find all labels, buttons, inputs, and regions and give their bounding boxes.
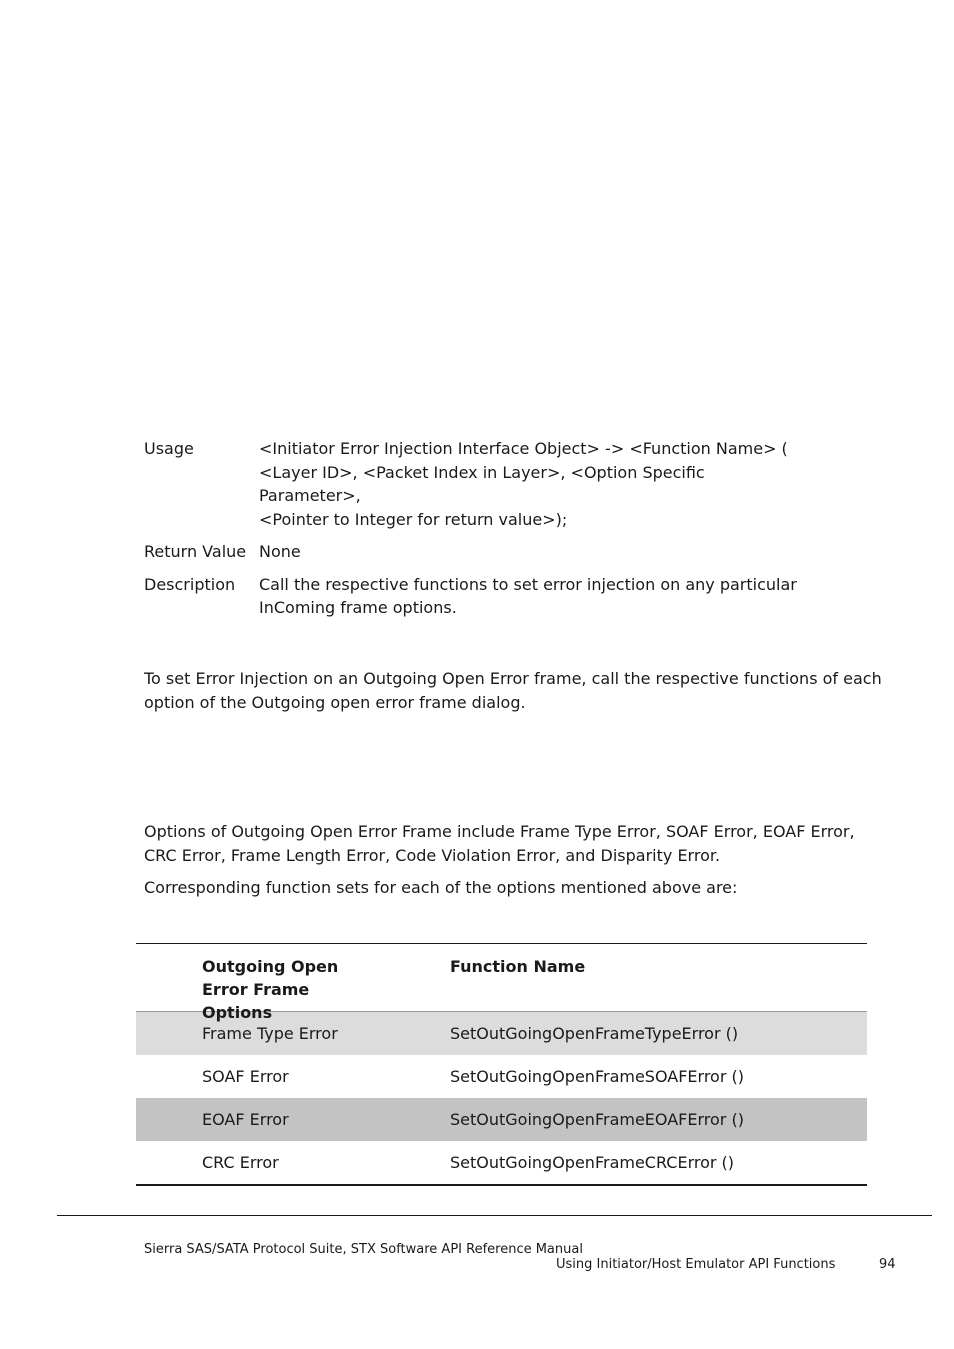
usage-label: Usage xyxy=(144,439,194,458)
return-value-row xyxy=(144,540,884,564)
return-value-label: Return Value xyxy=(144,542,247,561)
function-cell: SetOutGoingOpenFrameEOAFError () xyxy=(450,1110,744,1129)
option-cell: CRC Error xyxy=(202,1153,279,1172)
table-row xyxy=(136,1098,867,1141)
definition-table xyxy=(144,437,884,629)
function-cell: SetOutGoingOpenFrameCRCError () xyxy=(450,1153,735,1172)
description-row xyxy=(144,573,884,620)
intro-paragraph: To set Error Injection on an Outgoing Open Error frame, call the respective functions of each option of the Outgoing open error frame dialog. xyxy=(144,669,882,712)
corresponding-paragraph: Corresponding function sets for each of the options mentioned above are: xyxy=(144,878,738,897)
table-header-row xyxy=(136,944,867,1022)
usage-value xyxy=(259,437,799,531)
footer-page-number: 94 xyxy=(879,1257,896,1272)
table-row xyxy=(136,1141,867,1184)
footer-manual-title: Sierra SAS/SATA Protocol Suite, STX Software API Reference Manual xyxy=(144,1242,583,1257)
footer-divider xyxy=(57,1215,932,1216)
options-paragraph: Options of Outgoing Open Error Frame include Frame Type Error, SOAF Error, EOAF Error, CRC Error, Frame Length Error, Code Violation Error, and Disparity Error. xyxy=(144,822,855,865)
return-value-value: None xyxy=(259,542,301,561)
option-cell: EOAF Error xyxy=(202,1110,289,1129)
footer-section-title: Using Initiator/Host Emulator API Functions xyxy=(556,1257,836,1272)
function-cell: SetOutGoingOpenFrameSOAFError () xyxy=(450,1067,744,1086)
description-label: Description xyxy=(144,574,236,594)
description-value xyxy=(259,573,799,620)
function-table xyxy=(136,943,867,1186)
description-line: InComing frame options. xyxy=(259,598,457,617)
table-row xyxy=(136,1055,867,1098)
header-option: Outgoing Open Error Frame Options xyxy=(202,957,339,1022)
usage-line: <Layer ID>, <Packet Index in Layer>, <Option Specific Parameter>, xyxy=(259,462,705,505)
option-cell: Frame Type Error xyxy=(202,1024,338,1043)
usage-row xyxy=(144,437,884,531)
usage-line: <Pointer to Integer for return value>); xyxy=(259,509,568,529)
header-function: Function Name xyxy=(450,957,586,976)
function-cell: SetOutGoingOpenFrameTypeError () xyxy=(450,1024,739,1043)
usage-line: <Initiator Error Injection Interface Object> -> <Function Name> ( xyxy=(259,439,788,458)
option-cell: SOAF Error xyxy=(202,1067,289,1086)
description-line: Call the respective functions to set error injection on any particular xyxy=(259,574,797,594)
